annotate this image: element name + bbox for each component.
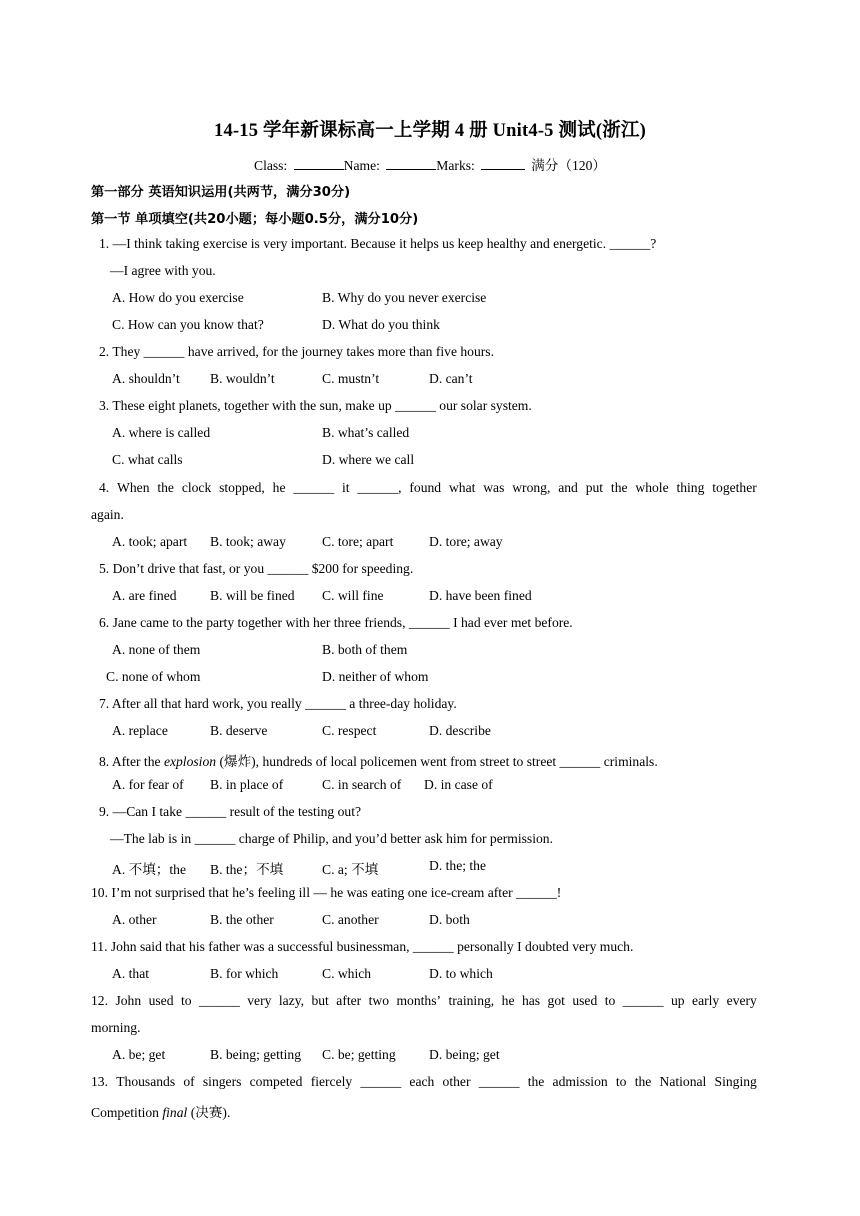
option-d: D. both [429,912,470,927]
question-stem [99,480,757,496]
stem-word: singers [202,1074,242,1089]
option-d: D. neither of whom [322,669,429,684]
stem-word: the [634,1074,652,1089]
option-c: C. be; getting [322,1047,396,1062]
marks-label: Marks: [436,158,475,173]
stem-word: clock [181,480,212,495]
stem-word: the [527,1074,545,1089]
stem-emphasis: explosion [163,754,217,769]
question-11-options [0,966,860,986]
option-c: C. respect [322,723,377,738]
question-stem-continued: again. [91,507,124,522]
class-blank [294,157,344,170]
question-11 [0,939,860,959]
question-3 [0,398,860,418]
part-heading: 第一部分 英语知识运用(共两节，满分30分) [91,185,351,200]
option-c: C. tore; apart [322,534,394,549]
option-a: A. none of them [112,642,201,657]
question-10 [0,885,860,905]
question-10-options [0,912,860,932]
option-b: B. the other [210,912,274,927]
option-b: B. both of them [322,642,408,657]
name-label: Name: [343,158,380,173]
option-a: A. where is called [112,425,211,440]
stem-word: Thousands [116,1074,176,1089]
option-c: C. what calls [112,452,183,467]
option-b: B. wouldn’t [210,371,275,386]
stem-word: admission [552,1074,608,1089]
section-heading: 第一节 单项填空(共20小题；每小题0.5分，满分10分) [91,212,419,227]
question-stem [99,750,658,770]
option-a: A. that [112,966,149,981]
stem-word: the [157,480,174,495]
question-stem: 3. These eight planets, together with the sun, make up ______ our solar system. [99,398,532,413]
stem-word: training, [448,993,495,1008]
stem-word: together [712,480,757,495]
option-c: C. mustn’t [322,371,380,386]
name-blank [386,157,436,170]
question-reply: —I agree with you. [110,263,216,278]
option-c: C. another [322,912,379,927]
stem-word: ______ [622,993,664,1008]
stem-word: very [247,993,272,1008]
stem-word: 12. [91,993,108,1008]
class-label: Class: [254,158,288,173]
stem-text: Competition [91,1105,163,1120]
option-a: A. other [112,912,157,927]
question-2-options [0,371,860,391]
question-4-options [0,534,860,554]
stem-word: ______ [360,1074,402,1089]
question-4-continued [0,507,860,527]
stem-word: ______ [478,1074,520,1089]
question-3-options-cd [0,452,860,472]
question-stem: 1. —I think taking exercise is very important. Because it helps us keep healthy and energetic. ______? [99,236,657,251]
question-stem: 6. Jane came to the party together with her three friends, ______ I had ever met before. [99,615,573,630]
question-1-reply-line [0,263,860,283]
option-b: B. Why do you never exercise [322,290,487,305]
stem-word: and [558,480,578,495]
option-d: D. have been fined [429,588,532,603]
stem-word: but [311,993,329,1008]
question-stem: 9. —Can I take ______ result of the testing out? [99,804,362,819]
stem-word: When [117,480,150,495]
question-3-options-ab [0,425,860,445]
stem-word: whole [635,480,669,495]
option-c: C. which [322,966,372,981]
option-d: D. What do you think [322,317,440,332]
stem-word: used [572,993,598,1008]
stem-word: early [692,993,720,1008]
stem-word: wrong, [512,480,551,495]
question-7 [0,696,860,716]
page-title: 14-15 学年新课标高一上学期 4 册 Unit4-5 测试(浙江) [214,121,646,141]
stem-word: of [183,1074,195,1089]
stem-emphasis: final [162,1105,188,1120]
marks-blank [481,157,525,170]
question-stem: 11. John said that his father was a successful businessman, ______ personally I doubted very much. [91,939,634,954]
stem-word: has [521,993,541,1008]
option-b: B. for which [210,966,279,981]
question-7-options [0,723,860,743]
question-6-options-ab [0,642,860,662]
stem-text: 8. After the [99,754,164,769]
stem-text: (爆炸), hundreds of local policemen went from street to street ______ criminals. [216,754,658,769]
option-d: D. tore; away [429,534,503,549]
option-b: B. deserve [210,723,268,738]
student-info-line [0,154,860,174]
question-stem: 10. I’m not surprised that he’s feeling ill — he was eating one ice-cream after ______! [91,885,562,900]
stem-word: Singing [714,1074,757,1089]
question-5-options [0,588,860,608]
question-12-options [0,1047,860,1067]
stem-word: it [341,480,350,495]
question-13 [0,1074,860,1094]
question-2 [0,344,860,364]
stem-word: to [180,993,192,1008]
question-1-options-cd [0,317,860,337]
stem-word: the [610,480,628,495]
option-b: B. took; away [210,534,286,549]
question-9-reply-line [0,831,860,851]
question-stem: 5. Don’t drive that fast, or you ______ $200 for speeding. [99,561,414,576]
option-c: C. How can you know that? [112,317,264,332]
option-c: C. will fine [322,588,384,603]
option-d: D. describe [429,723,491,738]
question-9 [0,804,860,824]
stem-word: other [442,1074,471,1089]
stem-word: was [483,480,505,495]
option-c: C. none of whom [106,669,201,684]
question-stem: 7. After all that hard work, you really ______ a three-day holiday. [99,696,457,711]
option-b: B. being; getting [210,1047,301,1062]
question-12-continued [0,1020,860,1040]
stem-word: to [615,1074,627,1089]
stem-word: 4. [99,480,110,495]
option-a: A. for fear of [112,777,184,792]
question-8-options [0,777,860,797]
option-a: A. shouldn’t [112,371,180,386]
stem-word: found [409,480,442,495]
question-reply: —The lab is in ______ charge of Philip, and you’d better ask him for permission. [110,831,553,846]
stem-word: every [726,993,757,1008]
stem-word: ______, [357,480,402,495]
option-b: B. what’s called [322,425,410,440]
stem-word: 13. [91,1074,108,1089]
option-b: B. in place of [210,777,284,792]
option-a: A. are fined [112,588,177,603]
option-c: C. in search of [322,777,402,792]
option-a: A. be; get [112,1047,166,1062]
stem-word: lazy, [278,993,304,1008]
stem-word: got [547,993,565,1008]
question-stem [91,1074,757,1090]
stem-word: after [336,993,362,1008]
stem-word: ______ [293,480,335,495]
stem-word: John [115,993,142,1008]
option-a: A. 不填；the [112,862,187,877]
stem-word: used [148,993,174,1008]
question-stem: 2. They ______ have arrived, for the journey takes more than five hours. [99,344,494,359]
stem-word: each [409,1074,435,1089]
option-d: D. can’t [429,371,473,386]
question-12 [0,993,860,1013]
question-13-continued [0,1101,860,1121]
option-b: B. the；不填 [210,862,284,877]
question-1-options-ab [0,290,860,310]
question-stem-continued [91,1101,230,1121]
question-4 [0,480,860,500]
question-6-options-cd [0,669,860,689]
question-1 [0,236,860,256]
option-d: D. the; the [429,858,487,873]
option-a: A. took; apart [112,534,188,549]
stem-word: thing [676,480,705,495]
stem-word: he [501,993,515,1008]
question-stem [91,993,757,1009]
stem-word: he [272,480,286,495]
question-5 [0,561,860,581]
option-a: A. How do you exercise [112,290,244,305]
stem-word: fiercely [310,1074,353,1089]
question-stem-continued: morning. [91,1020,141,1035]
stem-word: put [585,480,604,495]
question-6 [0,615,860,635]
stem-word: two [368,993,390,1008]
stem-text: (决赛). [187,1105,231,1120]
stem-word: National [659,1074,707,1089]
stem-word: what [448,480,476,495]
option-d: D. in case of [424,777,493,792]
stem-word: to [604,993,616,1008]
option-b: B. will be fined [210,588,295,603]
stem-word: ______ [199,993,240,1008]
option-d: D. being; get [429,1047,500,1062]
option-a: A. replace [112,723,168,738]
stem-word: stopped, [219,480,265,495]
option-d: D. where we call [322,452,415,467]
option-d: D. to which [429,966,493,981]
stem-word: up [670,993,685,1008]
full-score: 满分（120） [531,158,606,173]
question-9-options [0,858,860,878]
option-c: C. a; 不填 [322,862,379,877]
stem-word: competed [249,1074,303,1089]
question-8 [0,750,860,770]
stem-word: months’ [396,993,442,1008]
